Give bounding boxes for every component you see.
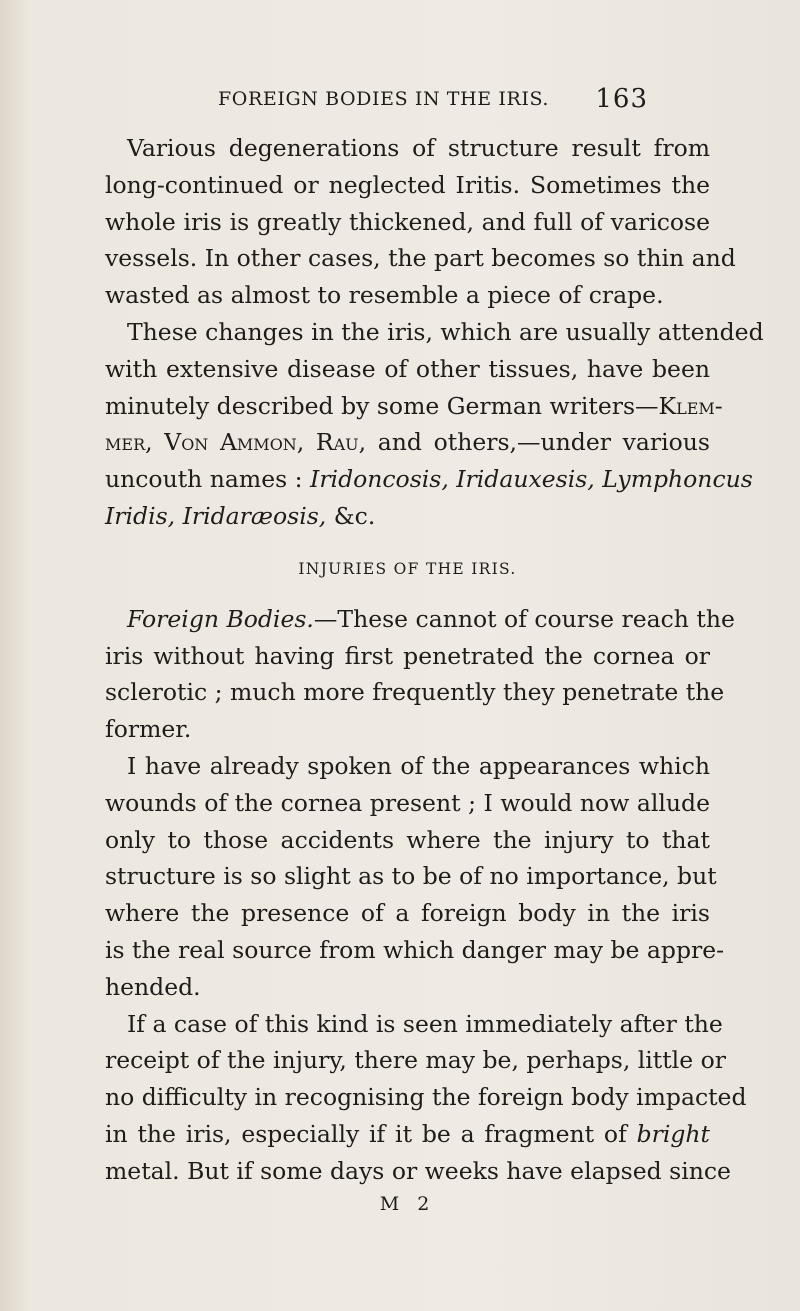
running-title: FOREIGN BODIES IN THE IRIS.: [218, 88, 550, 110]
text-line: hended.: [105, 972, 201, 1001]
text-line: [105, 498, 710, 535]
text-line: [105, 388, 723, 425]
text-line: vessels. In other cases, the part becomes so thin and: [105, 244, 736, 273]
text-line: [105, 461, 753, 498]
text-span: —These cannot of course reach the: [313, 604, 735, 633]
emphasis: bright: [636, 1119, 710, 1148]
text-line: [105, 601, 735, 638]
text-line: structure is so slight as to be of no importance, but: [105, 862, 717, 891]
text-line: long-continued or neglected Iritis. Sometimes the: [105, 170, 710, 199]
run-in-heading: Foreign Bodies.: [127, 604, 314, 633]
text-line: former.: [105, 715, 192, 744]
section-heading: INJURIES OF THE IRIS.: [298, 559, 517, 578]
text-span: in the iris, especially if it be a fragment of: [105, 1119, 637, 1148]
text-line: with extensive disease of other tissues, have been: [105, 354, 710, 383]
text-line: is the real source from which danger may be appre-: [105, 935, 725, 964]
text-line: iris without having first penetrated the cornea or: [105, 641, 710, 670]
paragraph-appearances: [105, 748, 725, 1006]
text-line: [105, 1116, 710, 1153]
text-line: If a case of this kind is seen immediately after the: [127, 1009, 723, 1038]
text-line: Various degenerations of structure result from: [127, 134, 710, 162]
text-line: receipt of the injury, there may be, perhaps, little or: [105, 1046, 726, 1075]
paragraph-case: [105, 1006, 747, 1190]
running-header: [218, 84, 678, 114]
text-span: &c.: [326, 501, 376, 530]
latin-terms: Iridis, Iridaræosis,: [105, 501, 327, 530]
author-names: mer, Von Ammon, Rau,: [105, 428, 367, 457]
text-line: no difficulty in recognising the foreign body impacted: [105, 1083, 747, 1112]
text-line: metal. But if some days or weeks have elapsed since: [105, 1156, 731, 1185]
text-line: I have already spoken of the appearances which: [127, 751, 710, 780]
text-line: whole iris is greatly thickened, and full of varicose: [105, 207, 710, 236]
text-line: wasted as almost to resemble a piece of crape.: [105, 281, 664, 310]
signature-mark: M 2: [379, 1192, 436, 1215]
text-line: wounds of the cornea present ; I would now allude: [105, 788, 710, 817]
author-names: Klem-: [658, 391, 723, 420]
paragraph-foreign-bodies: [105, 601, 735, 748]
text-line: sclerotic ; much more frequently they penetrate the: [105, 678, 725, 707]
text-line: only to those accidents where the injury to that: [105, 825, 710, 854]
paragraph-degenerations: [105, 130, 736, 314]
paragraph-changes: [105, 314, 764, 535]
page-number: 163: [595, 84, 648, 114]
text-line: These changes in the iris, which are usually attended: [127, 317, 764, 346]
text-span: minutely described by some German writers—: [105, 391, 659, 420]
body-text: [105, 130, 764, 1218]
latin-terms: Iridoncosis, Iridauxesis, Lymphoncus: [310, 465, 753, 494]
text-line: where the presence of a foreign body in the iris: [105, 899, 710, 928]
text-span: and others,—under various: [366, 428, 710, 457]
text-span: uncouth names :: [105, 465, 311, 494]
text-line: [105, 424, 710, 461]
